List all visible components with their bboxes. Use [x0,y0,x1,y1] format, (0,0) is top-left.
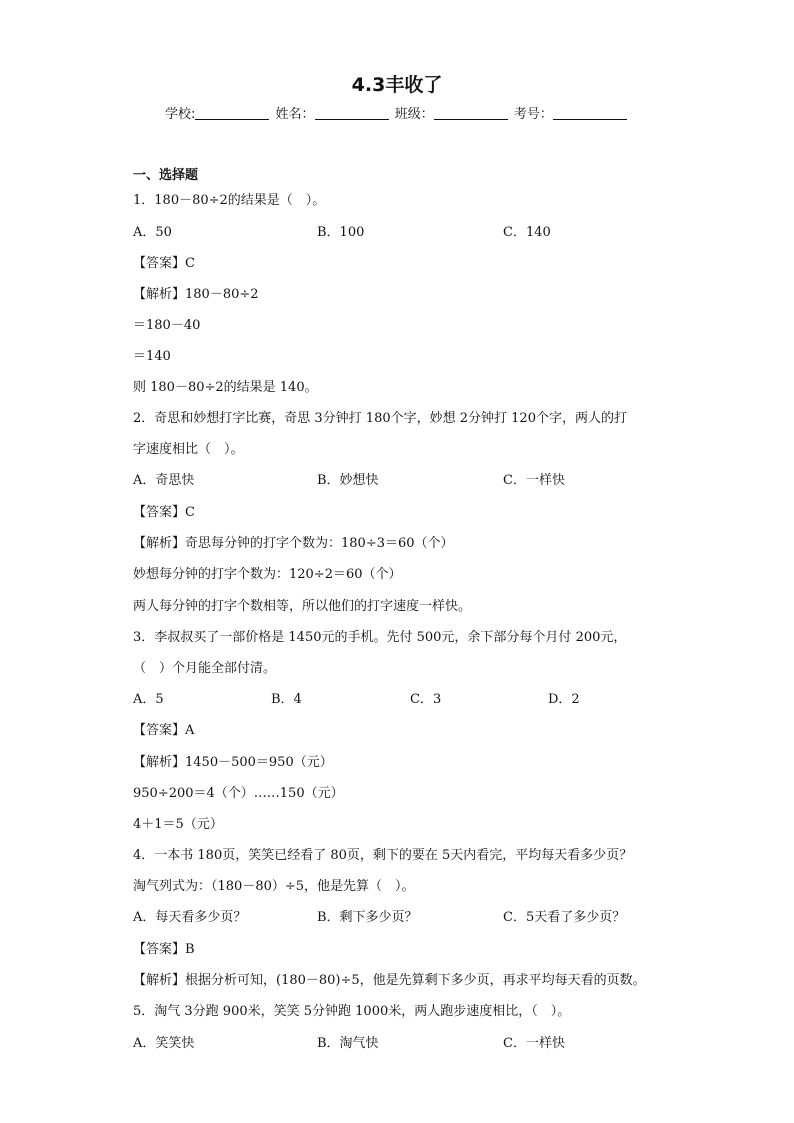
q5-option-a: A．笑笑快 [133,1036,195,1051]
name-label: 姓名： [275,107,315,122]
q4-analysis-line: 【解析】根据分析可知，(180－80)÷5，他是先算剩下多少页，再求平均每天看的页数。 [133,973,646,988]
q3-option-c: C．3 [410,692,442,707]
q2-option-a: A．奇思快 [133,473,195,488]
q4-option-b: B．剩下多少页？ [317,910,418,925]
q2-stem-line: 2．奇思和妙想打字比赛，奇思 3分钟打 180个字，妙想 2分钟打 120个字，两人的打 [133,411,627,426]
school-blank[interactable] [195,107,269,120]
q2-analysis-line: 两人每分钟的打字个数相等，所以他们的打字速度一样快。 [133,599,472,614]
q3-answer: 【答案】A [133,723,195,738]
q3-stem-line: 3．李叔叔买了一部价格是 1450元的手机。先付 500元，余下部分每个月付 200元， [133,630,627,645]
q1-option-b: B．100 [317,225,365,240]
q2-option-b: B．妙想快 [317,473,379,488]
number-label: 考号： [513,107,553,122]
q1-analysis-line: ＝180－40 [133,318,201,333]
q3-analysis-line: 【解析】1450－500＝950（元） [133,755,333,770]
q4-answer: 【答案】B [133,942,195,957]
q3-option-b: B．4 [271,692,302,707]
student-info-line [165,103,665,122]
q4-stem-line: 4．一本书 180页，笑笑已经看了 80页，剩下的要在 5天内看完，平均每天看多少页？ [133,848,633,863]
q3-analysis-line: 950÷200＝4（个）……150（元） [133,786,344,801]
q1-analysis-line: 【解析】180－80÷2 [133,287,259,302]
q3-stem-line: （ ）个月能全部付清。 [133,661,277,676]
q1-stem: 1．180－80÷2的结果是（ ）。 [133,193,326,208]
school-label: 学校: [165,107,196,122]
section-heading: 一、选择题 [133,168,199,183]
q2-stem-line: 字速度相比（ ）。 [133,442,244,457]
q5-option-c: C．一样快 [503,1036,565,1051]
q3-analysis-line: 4＋1＝5（元） [133,817,223,832]
q3-option-d: D．2 [548,692,580,707]
q4-stem-line: 淘气列式为：（180－80）÷5，他是先算（ ）。 [133,879,415,894]
q3-option-a: A．5 [133,692,164,707]
q1-analysis-line: 则 180－80÷2的结果是 140。 [133,380,318,395]
class-blank[interactable] [434,107,508,120]
q2-answer: 【答案】C [133,505,195,520]
q1-option-a: A．50 [133,225,172,240]
q2-option-c: C．一样快 [503,473,565,488]
q5-stem: 5．淘气 3分跑 900米，笑笑 5分钟跑 1000米，两人跑步速度相比，（ ）。 [133,1004,571,1019]
name-blank[interactable] [315,107,389,120]
number-blank[interactable] [553,107,627,120]
q4-option-a: A．每天看多少页？ [133,910,247,925]
q5-option-b: B．淘气快 [317,1036,379,1051]
q4-option-c: C．5天看了多少页？ [503,910,626,925]
q1-answer: 【答案】C [133,256,195,271]
page-title: 4.3丰收了 [351,74,443,96]
q1-option-c: C．140 [503,225,551,240]
q2-analysis-line: 妙想每分钟的打字个数为：120÷2＝60（个） [133,567,402,582]
q2-analysis-line: 【解析】奇思每分钟的打字个数为：180÷3＝60（个） [133,536,454,551]
class-label: 班级： [394,107,434,122]
q1-analysis-line: ＝140 [133,349,171,364]
